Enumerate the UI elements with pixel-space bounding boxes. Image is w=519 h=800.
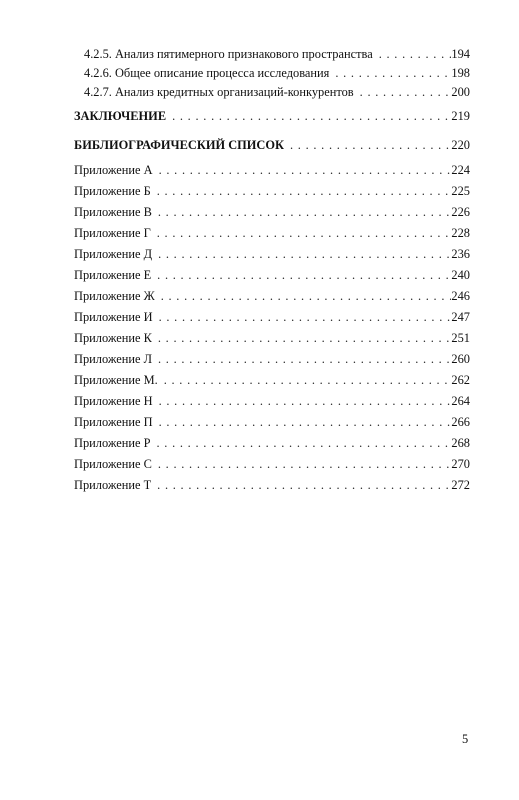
toc-entry-page: 236 (451, 247, 470, 261)
toc-entry-page: 225 (451, 184, 470, 198)
dot-leader (151, 181, 452, 202)
toc-entry-page: 266 (451, 415, 470, 429)
dot-leader (151, 475, 451, 496)
toc-entry-4-2-5[interactable] (74, 45, 470, 64)
toc-entry-label: БИБЛИОГРАФИЧЕСКИЙ СПИСОК (74, 138, 284, 152)
toc-entry-page: 247 (451, 310, 470, 324)
toc-entry-4-2-7[interactable] (74, 83, 470, 102)
dot-leader (329, 64, 451, 83)
toc-entry-label: ЗАКЛЮЧЕНИЕ (74, 109, 167, 123)
toc-entry-label: Приложение Л (74, 352, 153, 366)
dot-leader (158, 370, 452, 391)
toc-entry-appendix-g[interactable] (74, 223, 470, 244)
toc-entry-page: 260 (451, 352, 470, 366)
toc-entry-appendix-v[interactable] (74, 202, 470, 223)
toc-entry-appendix-k[interactable] (74, 328, 470, 349)
toc-entry-page: 224 (451, 163, 470, 177)
toc-entry-appendix-b[interactable] (74, 181, 470, 202)
dot-leader (152, 244, 451, 265)
toc-entry-page: 194 (451, 47, 470, 61)
dot-leader (153, 307, 452, 328)
toc-entry-appendix-t[interactable] (74, 475, 470, 496)
toc-entry-page: 220 (451, 138, 470, 152)
toc-entry-appendix-r[interactable] (74, 433, 470, 454)
toc-entry-page: 264 (451, 394, 470, 408)
toc-entry-appendix-s[interactable] (74, 454, 470, 475)
toc-entry-appendix-e[interactable] (74, 265, 470, 286)
toc-entry-appendix-a[interactable] (74, 160, 470, 181)
toc-entry-appendix-p[interactable] (74, 412, 470, 433)
dot-leader (153, 412, 452, 433)
toc-entry-page: 270 (451, 457, 470, 471)
dot-leader (152, 202, 452, 223)
toc-entry-page: 262 (451, 373, 470, 387)
dot-leader (152, 454, 452, 475)
toc-entry-label: Приложение В (74, 205, 152, 219)
dot-leader (166, 106, 451, 127)
toc-entry-label: Приложение П (74, 415, 153, 429)
toc-entry-label: Приложение К (74, 331, 152, 345)
toc-entry-label: 4.2.6. Общее описание процесса исследования (84, 66, 330, 80)
dot-leader (153, 391, 452, 412)
dot-leader (152, 349, 451, 370)
dot-leader (373, 45, 452, 64)
toc-entry-page: 228 (451, 226, 470, 240)
toc-entry-label: Приложение Г (74, 226, 151, 240)
toc-entry-4-2-6[interactable] (74, 64, 470, 83)
toc-entry-label: Приложение Д (74, 247, 153, 261)
dot-leader (151, 223, 452, 244)
dot-leader (155, 286, 452, 307)
dot-leader (284, 135, 451, 156)
toc-entry-label: Приложение Н (74, 394, 153, 408)
toc-entry-label: Приложение М. (74, 373, 158, 387)
toc-entry-label: Приложение Б (74, 184, 151, 198)
toc-entry-page: 219 (451, 109, 470, 123)
toc-entry-appendix-d[interactable] (74, 244, 470, 265)
toc-entry-page: 226 (451, 205, 470, 219)
toc-entry-label: 4.2.7. Анализ кредитных организаций-конкурентов (84, 85, 354, 99)
toc-entry-page: 198 (451, 66, 470, 80)
dot-leader (152, 328, 452, 349)
toc-entry-label: Приложение И (74, 310, 153, 324)
table-of-contents (74, 45, 470, 496)
toc-entry-page: 251 (451, 331, 470, 345)
toc-entry-appendix-l[interactable] (74, 349, 470, 370)
dot-leader (151, 265, 451, 286)
toc-entry-label: Приложение Р (74, 436, 151, 450)
toc-entry-page: 246 (451, 289, 470, 303)
dot-leader (151, 433, 452, 454)
dot-leader (354, 83, 452, 102)
toc-entry-conclusion[interactable] (74, 106, 470, 127)
page-number: 5 (462, 732, 469, 746)
toc-entry-label: Приложение А (74, 163, 153, 177)
toc-entry-label: Приложение Е (74, 268, 152, 282)
toc-entry-appendix-zh[interactable] (74, 286, 470, 307)
toc-entry-bibliography[interactable] (74, 135, 470, 156)
toc-entry-page: 240 (451, 268, 470, 282)
toc-entry-page: 272 (451, 478, 470, 492)
toc-entry-appendix-m[interactable] (74, 370, 470, 391)
toc-entry-label: Приложение Ж (74, 289, 155, 303)
toc-entry-page: 268 (451, 436, 470, 450)
toc-entry-appendix-i[interactable] (74, 307, 470, 328)
toc-entry-label: Приложение С (74, 457, 152, 471)
toc-entry-page: 200 (451, 85, 470, 99)
toc-entry-label: Приложение Т (74, 478, 152, 492)
toc-entry-appendix-n[interactable] (74, 391, 470, 412)
toc-entry-label: 4.2.5. Анализ пятимерного признакового пространства (84, 47, 373, 61)
dot-leader (153, 160, 452, 181)
